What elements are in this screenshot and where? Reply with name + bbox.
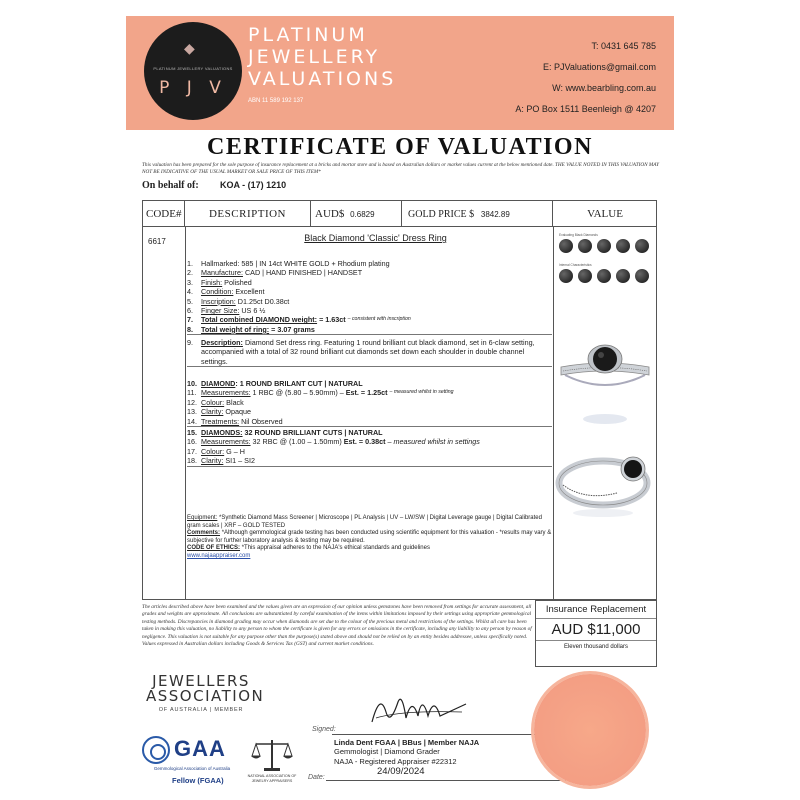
- list-item: 6. Finger Size: US 6 ½: [187, 306, 266, 316]
- valuation-table: [142, 200, 657, 600]
- insurance-label: Insurance Replacement: [545, 604, 647, 615]
- insurance-amount: AUD $11,000: [536, 618, 656, 641]
- manufacture-value: CAD | HAND FINISHED | HANDSET: [244, 268, 363, 278]
- condition-value: Excellent: [235, 287, 265, 297]
- colour-value: G – H: [226, 446, 245, 456]
- clarity-value: Opaque: [225, 407, 251, 417]
- scales-icon: [250, 736, 294, 772]
- finger-size-value: US 6 ½: [241, 306, 266, 316]
- list-item: 9. Description: Diamond Set dress ring. Featuring 1 round brilliant cut black diamond, set in 6-claw setting, accompanied with a total of 32 round brilliant cut diamonds set down each shoulder in double channel settings.: [187, 338, 535, 366]
- ring-photo-side: [555, 439, 655, 519]
- date-line: [326, 780, 566, 781]
- list-item: 12. Colour: Black: [187, 397, 244, 407]
- footnotes: [187, 515, 552, 561]
- certificate-page: [122, 14, 678, 786]
- inscription-label: Inscription:: [201, 296, 236, 306]
- black-diamond-sample: [578, 269, 592, 283]
- black-diamond-sample: [559, 269, 573, 283]
- diamond-label: DIAMOND: [201, 379, 236, 388]
- list-item: 4. Condition: Excellent: [187, 287, 265, 297]
- diamonds-label: DIAMONDS:: [201, 428, 243, 437]
- measurements-label: Measurements:: [201, 437, 251, 447]
- ja-line-3: OF AUSTRALIA | MEMBER: [158, 707, 244, 713]
- certificate-seal: [534, 674, 646, 786]
- list-item: 11. Measurements: 1 RBC @ (5.80 – 5.90mm) – Est. = 1.25ct – measured whilst in setting: [187, 388, 454, 398]
- logo-small-text: PLATINUM JEWELLERY VALUATIONS: [153, 66, 233, 71]
- column-divider: [553, 227, 554, 599]
- certificate-title: CERTIFICATE OF VALUATION: [207, 134, 593, 160]
- diamond-icon: ◆: [184, 40, 195, 56]
- chart-label: Evaluating Black Diamonds: [559, 233, 598, 237]
- black-diamond-sample: [578, 239, 592, 253]
- black-diamond-sample: [616, 239, 630, 253]
- naja-logo-text: NATIONAL ASSOCIATION OF JEWELRY APPRAISERS: [247, 774, 297, 783]
- list-item: 8. Total weight of ring: = 3.07 grams: [187, 324, 315, 334]
- behalf-label: On behalf of:: [142, 180, 199, 191]
- insurance-words: Eleven thousand dollars: [563, 644, 629, 650]
- list-item: 5. Inscription: D1.25ct D0.38ct: [187, 296, 290, 306]
- brand-line-3: VALUATIONS: [248, 68, 397, 90]
- clarity-value: SI1 – SI2: [225, 456, 255, 466]
- gaa-emblem-icon: [142, 736, 170, 764]
- list-item: 18. Clarity: SI1 – SI2: [187, 456, 255, 466]
- item-code: 6617: [148, 237, 166, 246]
- ring-weight-label: Total weight of ring:: [201, 324, 270, 334]
- col-gold-header: [401, 201, 553, 227]
- ring-weight-value: = 3.07 grams: [271, 324, 315, 334]
- gold-label: GOLD PRICE $: [408, 209, 475, 220]
- appraiser-details: [334, 738, 479, 766]
- condition-label: Condition:: [201, 287, 234, 297]
- hallmark-value: Hallmarked: 585 | IN 14ct WHITE GOLD + Rhodium plating: [201, 259, 390, 268]
- ja-line-2: ASSOCIATION: [146, 687, 265, 705]
- list-item: 7. Total combined DIAMOND weight: = 1.63ct – consistent with inscription: [187, 315, 411, 325]
- col-aud-header: [311, 201, 401, 227]
- list-item: 2. Manufacture: CAD | HAND FINISHED | HANDSET: [187, 268, 363, 278]
- jewellers-association-logo: [146, 672, 265, 713]
- colour-value: Black: [226, 397, 244, 407]
- intro-text: This valuation has been prepared for the sole purpose of insurance replacement at a bricks and mortar store and is based on Australian dollars or market values current at the below mentioned date. THE VALUE NOTED IN THIS VALUATION MAY NOT BE INDICATIVE OF THE USUAL MARKET OR SALE PRICE OF THIS ITEM*: [142, 162, 659, 175]
- date-label: Date:: [308, 774, 325, 781]
- gaa-subtitle: Gemmological Association of Australia: [153, 766, 231, 771]
- appraiser-name: Linda Dent FGAA | BBus | Member NAJA: [334, 738, 480, 747]
- brand-line-2: JEWELLERY: [248, 46, 381, 68]
- treatments-value: Nil Observed: [241, 416, 283, 426]
- insurance-value-box: [535, 600, 657, 667]
- finish-value: Polished: [224, 277, 252, 287]
- description-section: [187, 338, 552, 367]
- comments-value: *Although gemmological grade testing has been conducted using scientific equipment for this valuation - *results may vary & subjective for further laboratory analysis & testing may be required.: [187, 530, 552, 544]
- measurements-value: 1 RBC @ (5.80 – 5.90mm) –: [252, 388, 344, 398]
- diamond-weight-value: = 1.63ct: [319, 315, 346, 325]
- abn-number: ABN 11 589 192 137: [248, 98, 304, 104]
- brand-name: [248, 24, 396, 90]
- manufacture-label: Manufacture:: [201, 268, 243, 278]
- colour-label: Colour:: [201, 446, 225, 456]
- list-item: 14. Treatments: Nil Observed: [187, 416, 283, 426]
- item-title: Black Diamond 'Classic' Dress Ring: [304, 233, 447, 243]
- website: W: www.bearbling.com.au: [552, 83, 656, 93]
- behalf-value: KOA - (17) 1210: [220, 180, 287, 190]
- date-value: 24/09/2024: [377, 766, 425, 777]
- equipment-label: Equipment:: [187, 515, 218, 521]
- clarity-label: Clarity:: [201, 456, 224, 466]
- measure-note: – measured whilst in setting: [389, 389, 454, 396]
- address: A: PO Box 1511 Beenleigh @ 4207: [515, 104, 656, 114]
- list-item: 13. Clarity: Opaque: [187, 407, 251, 417]
- col-description-header: DESCRIPTION: [185, 201, 311, 227]
- description-value: Diamond Set dress ring. Featuring 1 round brilliant cut black diamond, set in 6-claw setting, accompanied with a total of 32 round brilliant cut diamonds set down each shoulder in double channel settings.: [201, 338, 535, 366]
- pjv-logo: [144, 22, 242, 120]
- estimate-value: Est. = 1.25ct: [345, 388, 388, 398]
- diamond-value: : 1 ROUND BRILANT CUT | NATURAL: [235, 379, 363, 388]
- finger-size-label: Finger Size:: [201, 306, 240, 316]
- list-item: 16. Measurements: 32 RBC @ (1.00 – 1.50mm) Est. = 0.38ct – measured whilst in settings: [187, 437, 480, 447]
- black-diamond-sample: [597, 269, 611, 283]
- black-diamond-sample: [635, 239, 649, 253]
- description-label: Description:: [201, 338, 243, 347]
- aud-value: 0.6829: [350, 210, 375, 219]
- chart-label: Internal Characteristics: [559, 263, 592, 267]
- appraiser-registration: NAJA - Registered Appraiser #22312: [334, 756, 457, 766]
- naja-link[interactable]: www.najaappraiser.com: [187, 552, 251, 559]
- aud-label: AUD$: [315, 208, 345, 220]
- header-banner: [126, 16, 674, 130]
- col-value-header: VALUE: [587, 208, 623, 220]
- black-diamond-sample: [616, 269, 630, 283]
- list-item: 3. Finish: Polished: [187, 277, 252, 287]
- finish-label: Finish:: [201, 277, 223, 287]
- gold-value: 3842.89: [480, 210, 510, 219]
- list-item: 10. DIAMOND : 1 ROUND BRILANT CUT | NATURAL: [187, 379, 363, 388]
- ring-photo-top: [555, 329, 655, 429]
- reference-row: [559, 239, 655, 253]
- ethics-value: *This appraisal adheres to the NAJA's ethical standards and guidelines: [241, 545, 430, 552]
- measurements-value: 32 RBC @ (1.00 – 1.50mm): [252, 437, 342, 447]
- treatments-label: Treatments:: [201, 416, 240, 426]
- col-code-header: CODE#: [143, 201, 185, 227]
- diamond-weight-note: – consistent with inscription: [347, 316, 411, 323]
- inscription-value: D1.25ct D0.38ct: [237, 296, 290, 306]
- fellow-badge: Fellow (FGAA): [172, 776, 224, 785]
- list-item: 17. Colour: G – H: [187, 446, 245, 456]
- list-item: 15. DIAMONDS: 32 ROUND BRILLIANT CUTS | NATURAL: [187, 428, 383, 437]
- comments-label: Comments:: [187, 530, 221, 537]
- measurements-label: Measurements:: [201, 388, 251, 398]
- side-diamonds-section: [187, 428, 552, 467]
- column-divider: [185, 227, 186, 599]
- email: E: PJValuations@gmail.com: [542, 62, 656, 72]
- diamond-reference-chart: [555, 231, 655, 321]
- details-section: [187, 259, 552, 335]
- signature: [362, 682, 472, 732]
- appraiser-role: Gemmologist | Diamond Grader: [334, 747, 440, 757]
- center-diamond-section: [187, 379, 552, 427]
- black-diamond-sample: [559, 239, 573, 253]
- signed-label: Signed:: [312, 726, 336, 733]
- diamond-weight-label: Total combined DIAMOND weight:: [201, 315, 318, 325]
- reference-row: [559, 269, 655, 283]
- list-item: 1. Hallmarked: 585 | IN 14ct WHITE GOLD + Rhodium plating: [187, 259, 390, 268]
- black-diamond-sample: [635, 269, 649, 283]
- brand-line-1: PLATINUM: [248, 24, 368, 46]
- ja-line-1: JEWELLERS: [152, 672, 250, 690]
- diamonds-value: 32 ROUND BRILLIANT CUTS | NATURAL: [244, 428, 383, 437]
- gaa-logo-text: GAA: [174, 736, 226, 761]
- ethics-label: CODE OF ETHICS:: [187, 545, 241, 552]
- clarity-label: Clarity:: [201, 407, 224, 417]
- estimate-value: Est. = 0.38ct: [343, 437, 386, 447]
- disclaimer-text: The articles described above have been examined and the values given are an expression of our opinion unless gemstones have been removed from settings for accurate assessment, all grades and weights are approximate. All conclusions are substantiated by careful examination of the items within limitations imposed by their settings using appropriate gemmological testing methods. Discrepancies in diamond grading may occur when diamonds are set due to the colour of the precious metal and restrictions of the settings. Whilst all care has been taken in making this valuation, no liability to any person to whom the certificate is given for any errors or omissions in the certificate, including any liability to any person by reason of negligence. This valuation is not suitable for any purpose other than the purpose(s) stated above and should not be relied on by an entity besides addressee, unless specifically noted. Values expressed in Australian dollars including Goods & Services Tax (GST) and current market conditions.: [142, 604, 532, 648]
- colour-label: Colour:: [201, 397, 225, 407]
- phone: T: 0431 645 785: [591, 41, 656, 51]
- contact-details: [515, 36, 656, 120]
- equipment-value: *Synthetic Diamond Mass Screener | Microscope | PL Analysis | UV – LW/SW | Digital Leverage gauge | Digital Calibrated gram scales | XRF – GOLD TESTED: [187, 515, 542, 529]
- measure-note: – measured whilst in settings: [387, 437, 480, 447]
- black-diamond-sample: [597, 239, 611, 253]
- logo-initials: P J V: [159, 78, 227, 98]
